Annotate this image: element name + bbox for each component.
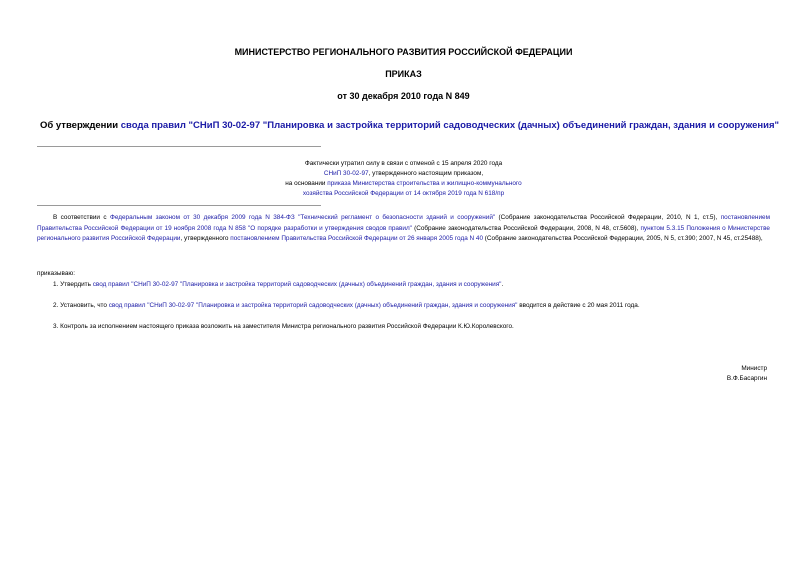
item-2-link[interactable]: свод правил "СНиП 30-02-97 "Планировка и застройка территорий садоводческих (дачных) объединений граждан, здания и сооружения" [108, 302, 518, 309]
status-order-link-cont[interactable]: хозяйства Российской Федерации от 14 октября 2019 года N 618/пр [302, 190, 505, 197]
federal-law-link[interactable]: Федеральным законом от 30 декабря 2009 года N 384-ФЗ "Технический регламент о безопасности зданий и сооружений" [109, 214, 496, 221]
preamble [37, 213, 770, 245]
preamble-text-1: В соответствии с [53, 214, 110, 221]
signature-position: Министр [741, 365, 767, 372]
preamble-text-2: (Собрание законодательства Российской Федерации, 2010, N 1, ст.5), [495, 214, 721, 221]
status-divider-bottom [37, 205, 321, 206]
status-snip-link[interactable]: СНиП 30-02-97 [323, 170, 369, 177]
status-line-2 [0, 169, 807, 179]
order-item-2 [53, 301, 770, 311]
order-item-1 [53, 280, 770, 290]
document-title [40, 120, 780, 132]
item-1-link[interactable]: свод правил "СНиП 30-02-97 "Планировка и застройка территорий садоводческих (дачных) объединений граждан, здания и сооружения" [92, 281, 502, 288]
status-line-2-text: , утвержденного настоящим приказом, [368, 170, 484, 177]
status-line-1: Фактически утратил силу в связи с отменой с 15 апреля 2020 года [304, 160, 503, 167]
preamble-text-4: , утвержденного [180, 235, 231, 242]
preamble-text-3: (Собрание законодательства Российской Федерации, 2008, N 48, ст.5608), [411, 224, 641, 232]
item-2-text: 2. Установить, что [53, 302, 109, 309]
government-decree-858-link[interactable]: постановлением Правительства Российской Федерации от 19 ноября 2008 года N 858 "О порядке разработки и утверждения сводов правил" [37, 214, 770, 232]
order-item-3: 3. Контроль за исполнением настоящего приказа возложить на заместителя Министра регионального развития Российской Федерации К.Ю.Королевского. [53, 323, 514, 330]
document-type: ПРИКАЗ [385, 69, 422, 79]
status-note [0, 159, 807, 199]
signature-name: В.Ф.Басаргин [726, 375, 767, 382]
item-2-end: вводится в действие с 20 мая 2011 года. [517, 302, 640, 309]
title-link[interactable]: свода правил "СНиП 30-02-97 "Планировка и застройка территорий садоводческих (дачных) объединений граждан, здания и сооружения" [120, 120, 780, 131]
status-line-3 [0, 179, 807, 189]
status-divider-top [37, 146, 321, 147]
regulation-clause-link[interactable]: пунктом 5.3.15 Положения о Министерстве регионального развития Российской Федерации [37, 224, 770, 242]
government-decree-40-link[interactable]: постановлением Правительства Российской Федерации от 26 января 2005 года N 40 [230, 235, 484, 242]
orders-label: приказываю: [37, 270, 75, 277]
ministry-heading: МИНИСТЕРСТВО РЕГИОНАЛЬНОГО РАЗВИТИЯ РОССИЙСКОЙ ФЕДЕРАЦИИ [234, 47, 573, 57]
item-1-text: 1. Утвердить [53, 281, 93, 288]
document-date-number: от 30 декабря 2010 года N 849 [337, 91, 470, 101]
preamble-paragraph [37, 213, 770, 245]
preamble-text-5: (Собрание законодательства Российской Федерации, 2005, N 5, ст.390; 2007, N 45, ст.25488), [483, 235, 763, 242]
status-line-3-text: на основании [285, 180, 328, 187]
item-1-end: . [501, 281, 504, 288]
status-order-link[interactable]: приказа Министерства строительства и жилищно-коммунального [327, 180, 522, 187]
status-line-4 [0, 189, 807, 199]
title-prefix: Об утверждении [40, 120, 121, 131]
